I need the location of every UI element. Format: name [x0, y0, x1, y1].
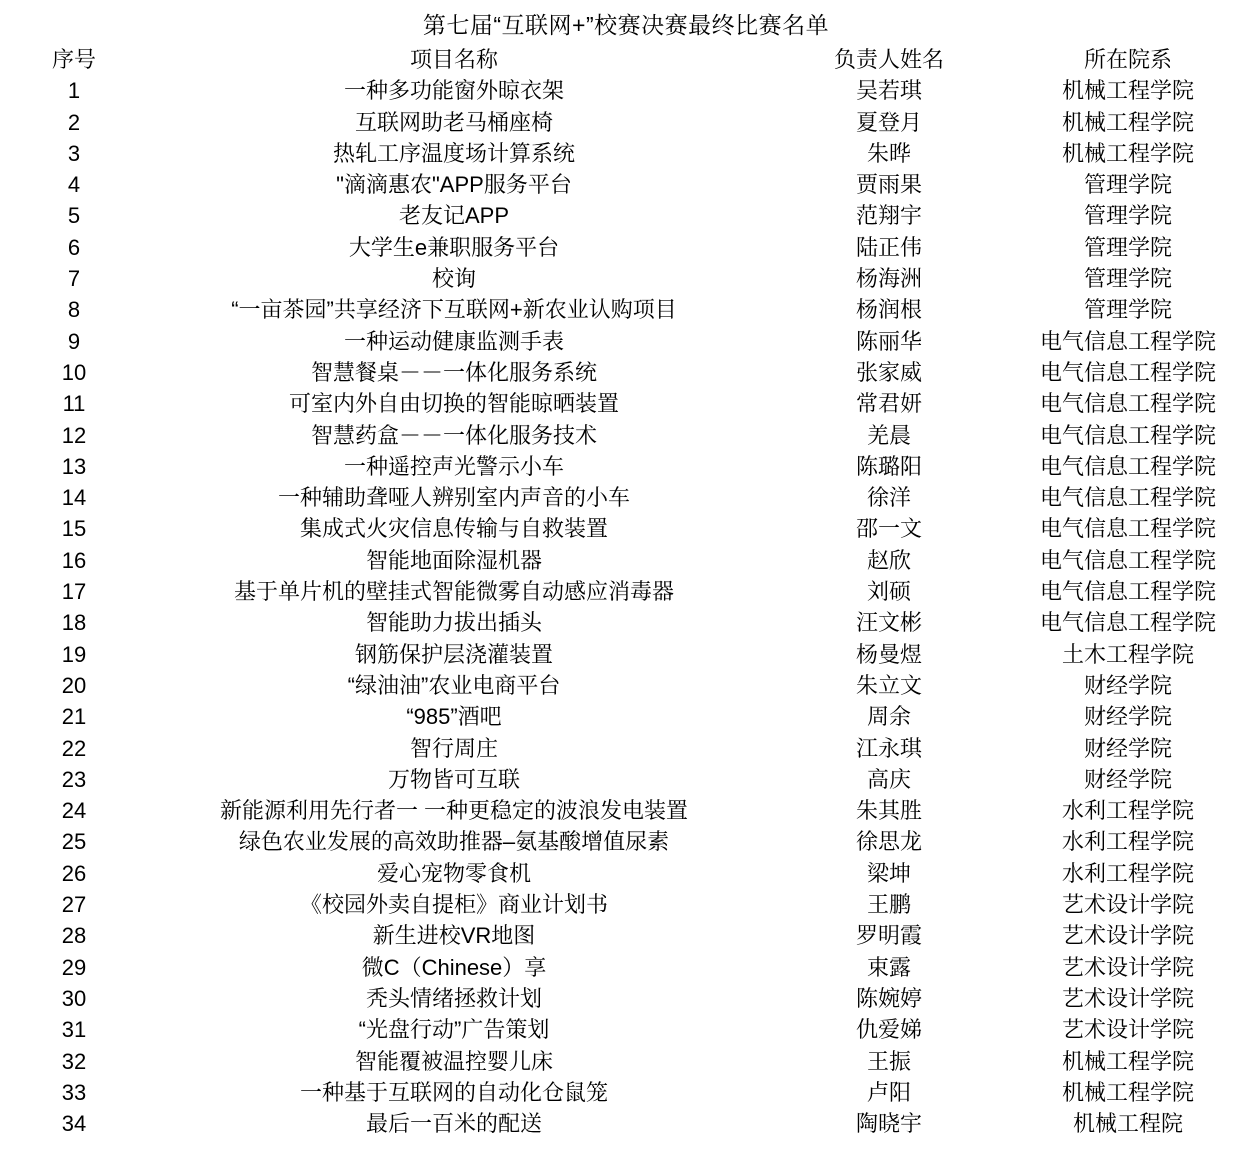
table-row: [14, 263, 1252, 294]
table-row: [14, 200, 1252, 231]
cell-dept: 财经学院: [1083, 672, 1172, 698]
cell-index: 2: [67, 109, 81, 135]
cell-project: 最后一百米的配送: [365, 1111, 542, 1137]
cell-project: 新能源利用先行者一 一种更稳定的波浪发电装置: [219, 798, 689, 824]
cell-leader: 罗明霞: [855, 923, 922, 949]
cell-project: “光盘行动”广告策划: [358, 1017, 550, 1043]
cell-leader: 贾雨果: [855, 172, 922, 198]
cell-project: 微C（Chinese）享: [361, 954, 547, 980]
cell-dept: 财经学院: [1083, 735, 1172, 761]
cell-project: 智慧药盒－－一体化服务技术: [310, 422, 597, 448]
cell-index: 16: [61, 547, 87, 573]
cell-leader: 邵一文: [855, 516, 922, 542]
cell-leader: 朱立文: [855, 672, 922, 698]
table-row: [14, 1108, 1252, 1139]
cell-leader: 汪文彬: [855, 610, 922, 636]
cell-leader: 吴若琪: [855, 78, 922, 104]
column-header-dept: 所在院系: [1083, 47, 1172, 72]
cell-leader: 陆正伟: [855, 234, 922, 260]
cell-index: 21: [61, 704, 87, 730]
table-row: [14, 513, 1252, 544]
cell-index: 17: [61, 579, 87, 605]
cell-index: 28: [61, 923, 87, 949]
cell-project: 智能助力拔出插头: [365, 610, 542, 636]
table-row: [14, 764, 1252, 795]
cell-index: 3: [67, 140, 81, 166]
cell-project: 爱心宠物零食机: [376, 860, 531, 886]
table-row: [14, 576, 1252, 607]
cell-dept: 机械工程学院: [1061, 1048, 1194, 1074]
cell-project: “绿油油”农业电商平台: [347, 672, 561, 698]
table-row: [14, 733, 1252, 764]
cell-leader: 徐思龙: [855, 829, 922, 855]
cell-index: 11: [62, 391, 86, 417]
cell-project: 互联网助老马桶座椅: [354, 109, 553, 135]
table-row: [14, 1014, 1252, 1045]
cell-dept: 电气信息工程学院: [1039, 328, 1216, 354]
table-row: [14, 357, 1252, 388]
cell-index: 8: [67, 297, 81, 323]
cell-index: 12: [61, 422, 87, 448]
cell-dept: 艺术设计学院: [1061, 1017, 1194, 1043]
cell-dept: 艺术设计学院: [1061, 892, 1194, 918]
cell-index: 26: [61, 860, 87, 886]
cell-leader: 周余: [866, 704, 911, 730]
cell-leader: 江永琪: [855, 735, 922, 761]
cell-project: 集成式火灾信息传输与自救装置: [299, 516, 608, 542]
table-row: [14, 826, 1252, 857]
column-header-leader: 负责人姓名: [833, 47, 944, 72]
cell-dept: 水利工程学院: [1061, 798, 1194, 824]
cell-project: “985”酒吧: [406, 704, 502, 730]
cell-leader: 仇爱娣: [855, 1017, 922, 1043]
cell-index: 30: [61, 985, 87, 1011]
cell-leader: 王振: [866, 1048, 911, 1074]
cell-dept: 艺术设计学院: [1061, 923, 1194, 949]
cell-index: 13: [61, 453, 87, 479]
cell-project: "滴滴惠农"APP服务平台: [336, 172, 572, 198]
cell-dept: 机械工程学院: [1061, 109, 1194, 135]
table-row: [14, 482, 1252, 513]
table-row: [14, 107, 1252, 138]
cell-leader: 羌晨: [866, 422, 911, 448]
cell-project: 钢筋保护层浇灌装置: [354, 641, 553, 667]
cell-index: 7: [67, 266, 81, 292]
cell-dept: 水利工程学院: [1061, 829, 1194, 855]
cell-dept: 财经学院: [1083, 704, 1172, 730]
table-row: [14, 670, 1252, 701]
cell-index: 10: [61, 359, 87, 385]
competition-list-table: [14, 44, 1252, 1139]
table-row: [14, 451, 1252, 482]
cell-leader: 常君妍: [855, 391, 922, 417]
cell-leader: 徐洋: [866, 485, 911, 511]
cell-index: 19: [61, 641, 87, 667]
cell-dept: 机械工程学院: [1061, 140, 1194, 166]
cell-dept: 管理学院: [1083, 203, 1172, 229]
cell-leader: 陈璐阳: [855, 453, 922, 479]
cell-leader: 范翔宇: [855, 203, 922, 229]
cell-index: 18: [61, 610, 87, 636]
cell-project: 《校园外卖自提柜》商业计划书: [299, 892, 608, 918]
cell-index: 1: [67, 78, 81, 104]
cell-leader: 赵欣: [866, 547, 911, 573]
cell-project: 一种辅助聋哑人辨别室内声音的小车: [277, 485, 630, 511]
cell-index: 27: [61, 892, 87, 918]
cell-index: 9: [67, 328, 81, 354]
table-row: [14, 138, 1252, 169]
cell-dept: 艺术设计学院: [1061, 954, 1194, 980]
cell-leader: 陶晓宇: [855, 1111, 922, 1137]
cell-project: 老友记APP: [398, 203, 510, 229]
table-row: [14, 607, 1252, 638]
cell-index: 6: [67, 234, 81, 260]
cell-leader: 卢阳: [866, 1079, 911, 1105]
cell-dept: 土木工程学院: [1061, 641, 1194, 667]
cell-project: 智行周庄: [409, 735, 498, 761]
cell-leader: 陈婉婷: [855, 985, 922, 1011]
cell-index: 15: [61, 516, 87, 542]
cell-dept: 电气信息工程学院: [1039, 359, 1216, 385]
cell-dept: 机械工程学院: [1061, 78, 1194, 104]
table-row: [14, 795, 1252, 826]
table-row: [14, 75, 1252, 106]
table-row: [14, 1077, 1252, 1108]
cell-index: 20: [61, 672, 87, 698]
table-body: [14, 75, 1252, 1139]
cell-project: 万物皆可互联: [387, 766, 520, 792]
cell-dept: 电气信息工程学院: [1039, 579, 1216, 605]
cell-leader: 高庆: [866, 766, 911, 792]
table-row: [14, 545, 1252, 576]
cell-project: 绿色农业发展的高效助推器–氨基酸增值尿素: [238, 829, 670, 855]
cell-project: 一种遥控声光警示小车: [343, 453, 564, 479]
table-row: [14, 1046, 1252, 1077]
cell-index: 34: [61, 1111, 87, 1137]
cell-leader: 夏登月: [855, 109, 922, 135]
cell-project: 大学生e兼职服务平台: [348, 234, 560, 260]
table-row: [14, 858, 1252, 889]
cell-project: 校询: [431, 266, 476, 292]
cell-leader: 朱晔: [866, 140, 911, 166]
cell-project: 智慧餐桌－－一体化服务系统: [310, 359, 597, 385]
cell-dept: 电气信息工程学院: [1039, 610, 1216, 636]
table-row: [14, 232, 1252, 263]
cell-dept: 电气信息工程学院: [1039, 516, 1216, 542]
cell-index: 25: [61, 829, 87, 855]
cell-index: 29: [61, 954, 87, 980]
cell-dept: 电气信息工程学院: [1039, 547, 1216, 573]
cell-dept: 电气信息工程学院: [1039, 453, 1216, 479]
cell-project: 可室内外自由切换的智能晾晒装置: [288, 391, 619, 417]
cell-dept: 管理学院: [1083, 297, 1172, 323]
cell-project: 基于单片机的壁挂式智能微雾自动感应消毒器: [233, 579, 674, 605]
table-row: [14, 169, 1252, 200]
cell-project: 一种多功能窗外晾衣架: [343, 78, 564, 104]
cell-project: 秃头情绪拯救计划: [365, 985, 542, 1011]
table-row: [14, 326, 1252, 357]
cell-dept: 电气信息工程学院: [1039, 391, 1216, 417]
cell-dept: 艺术设计学院: [1061, 985, 1194, 1011]
cell-leader: 梁坤: [866, 860, 911, 886]
table-row: [14, 920, 1252, 951]
cell-index: 23: [61, 766, 87, 792]
cell-project: 一种基于互联网的自动化仓鼠笼: [299, 1079, 608, 1105]
cell-dept: 财经学院: [1083, 766, 1172, 792]
cell-leader: 张家威: [855, 359, 922, 385]
table-header-row: [14, 44, 1252, 75]
table-row: [14, 639, 1252, 670]
table-row: [14, 983, 1252, 1014]
cell-project: 一种运动健康监测手表: [343, 328, 564, 354]
cell-dept: 电气信息工程学院: [1039, 422, 1216, 448]
cell-index: 14: [61, 485, 87, 511]
table-header: [14, 44, 1252, 75]
table-row: [14, 701, 1252, 732]
cell-dept: 管理学院: [1083, 234, 1172, 260]
cell-dept: 管理学院: [1083, 172, 1172, 198]
cell-project: 智能覆被温控婴儿床: [354, 1048, 553, 1074]
cell-dept: 机械工程学院: [1061, 1079, 1194, 1105]
cell-index: 33: [61, 1079, 87, 1105]
cell-index: 22: [61, 735, 87, 761]
table-row: [14, 889, 1252, 920]
column-header-project: 项目名称: [409, 47, 498, 72]
cell-dept: 电气信息工程学院: [1039, 485, 1216, 511]
cell-leader: 杨曼煜: [855, 641, 922, 667]
cell-dept: 机械工程院: [1072, 1111, 1183, 1137]
cell-leader: 杨润根: [855, 297, 922, 323]
cell-index: 32: [61, 1048, 87, 1074]
cell-leader: 朱其胜: [855, 798, 922, 824]
cell-leader: 刘硕: [866, 579, 911, 605]
cell-leader: 束露: [866, 954, 911, 980]
cell-project: 智能地面除湿机器: [365, 547, 542, 573]
page-title: 第七届“互联网+”校赛决赛最终比赛名单: [422, 12, 830, 38]
table-row: [14, 420, 1252, 451]
cell-dept: 管理学院: [1083, 266, 1172, 292]
cell-leader: 陈丽华: [855, 328, 922, 354]
cell-leader: 杨海洲: [855, 266, 922, 292]
cell-index: 31: [61, 1017, 87, 1043]
cell-project: 新生进校VR地图: [372, 923, 536, 949]
cell-project: “一亩茶园”共享经济下互联网+新农业认购项目: [231, 297, 677, 323]
table-row: [14, 294, 1252, 325]
cell-index: 5: [67, 203, 81, 229]
cell-leader: 王鹏: [866, 892, 911, 918]
cell-project: 热轧工序温度场计算系统: [332, 140, 575, 166]
table-row: [14, 952, 1252, 983]
cell-index: 24: [61, 798, 87, 824]
cell-index: 4: [67, 172, 81, 198]
cell-dept: 水利工程学院: [1061, 860, 1194, 886]
table-row: [14, 388, 1252, 419]
column-header-index: 序号: [51, 47, 96, 72]
